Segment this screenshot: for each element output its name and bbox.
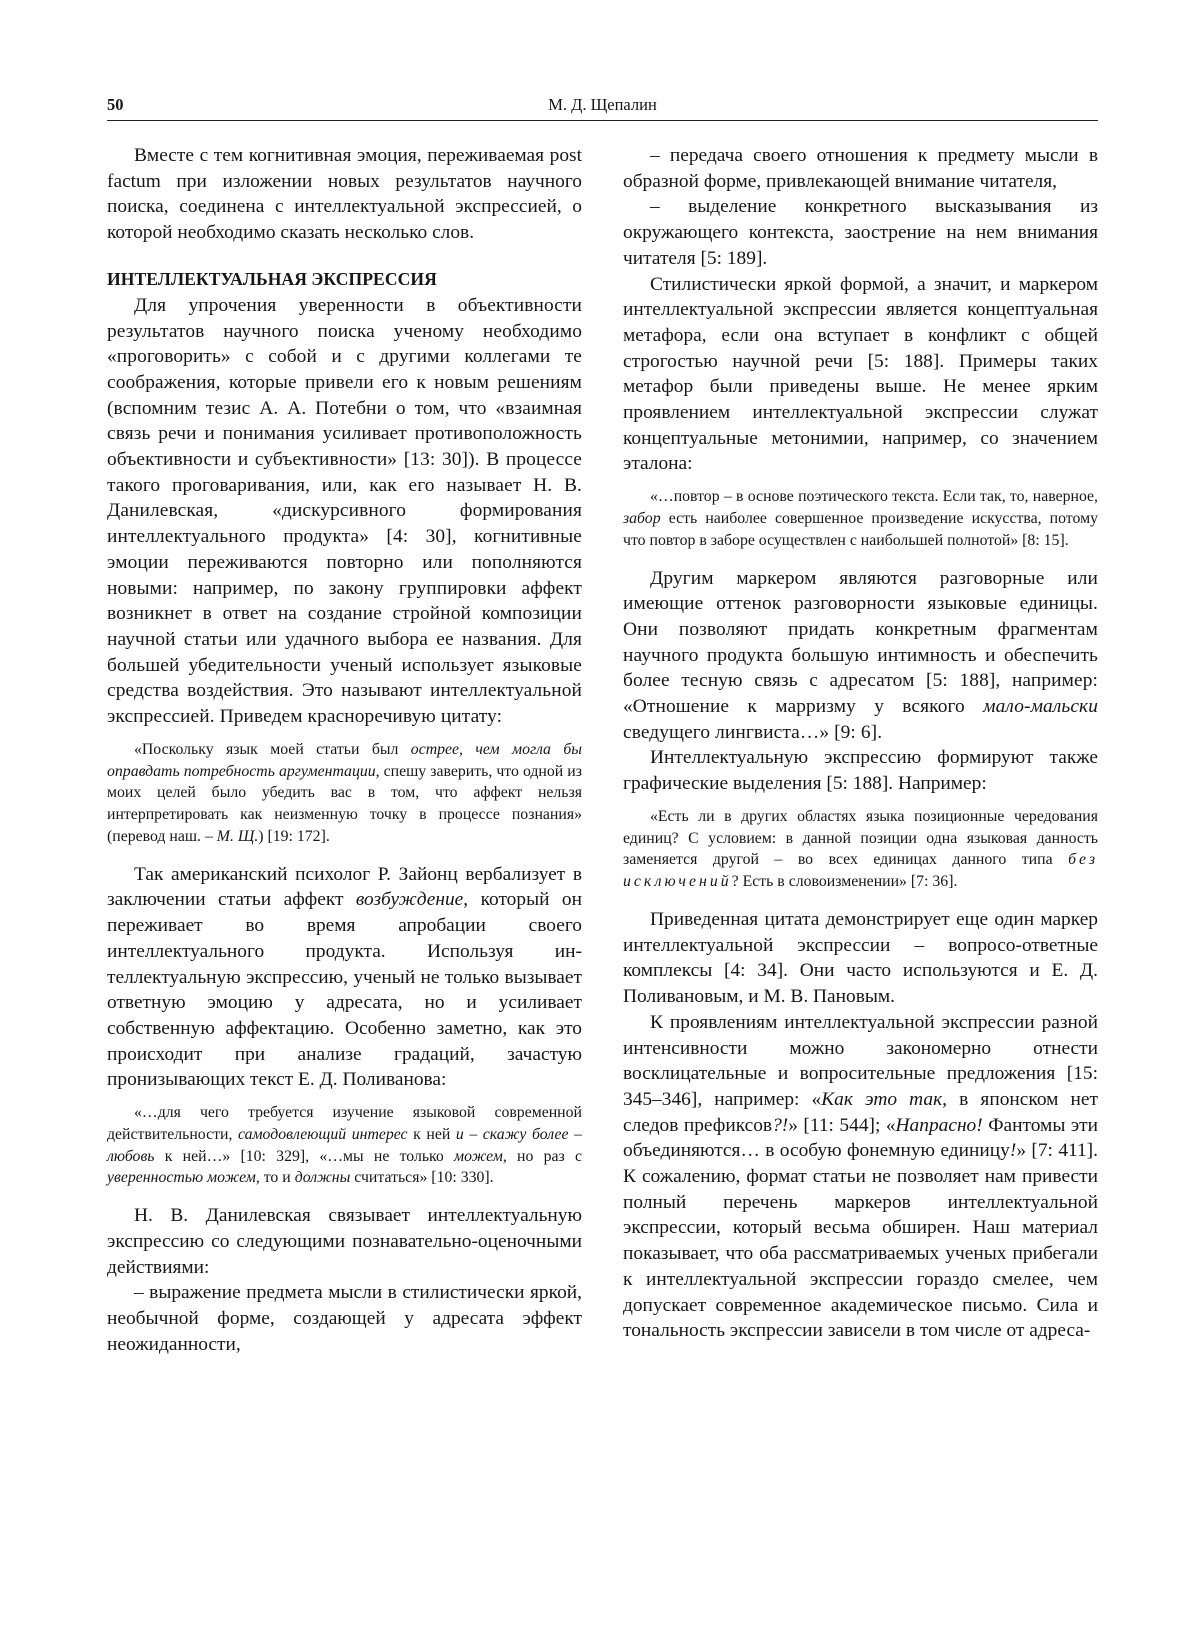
paragraph: К проявлениям интеллектуальной экспрессии разной интенсивности можно закономерно отнести восклицательные и вопросительные предложения [15: 345–346], например: «Как это так, в японском нет следов префиксов?!» [11: 544]; «Напрасно! Фантомы эти объединяются… в особую фонемную единицу!» [7: 411]. К сожалению, формат статьи не позволяет нам привести полный перечень маркеров интеллектуальной экспрессии, который весьма обширен. Наш материал показывает, что оба рассматриваемых ученых прибегали к интеллектуальной экспрессии гораздо смелее, чем допускает современное академическое письмо. Сила и тональность экспрессии зависели в том числе от адреса- — [623, 1011, 1099, 1342]
paragraph: Интеллектуальную экспрессию формируют также графические выделения [5: 188]. Например: — [623, 747, 1098, 795]
paragraph: Для упрочения уверенности в объективности результатов научного поиска ученому необходимо «проговорить» с собой и с другими коллегами те соображения, которые привели его к новым решениям (вспомним тезис А. А. Потебни о том, что «взаимная связь речи и понимания усиливает противоположность объективности и субъективности» [13: 30]). В процессе такого проговаривания, или, как его называет Н. В. Данилевская, «дискурсивного формирования интеллектуального продукта» [4: 30], когнитивные эмоции переживаются повторно или пополняются новыми: например, по закону группировки аффект возникнет в ответ на создание стройной композиции научной статьи или удачного выбора ее названия. Для большей убедительности ученый использует языковые средства воздействия. Это называют интеллектуальной экспрессией. Приведем красноречивую цитату: — [107, 294, 582, 728]
paragraph: Так американский психолог Р. Зайонц вербализует в заключении статьи аффект возбуждение, который он переживает во время апробации своего интеллектуального продукта. Используя интеллектуальную экспрессию, ученый не только вызывает ответную эмоцию у адресата, но и усиливает собственную аффектацию. Особенно заметно, как это происходит при анализе градаций, зачастую пронизывающих текст Е. Д. Поливанова: — [107, 863, 582, 1091]
paragraph: Н. В. Данилевская связывает интеллектуальную экспрессию со следующими познавательно-оценочными действиями: — [107, 1205, 582, 1278]
right-column — [623, 143, 1098, 1344]
list-item: – передача своего отношения к предмету мысли в образной форме, привлекающей внимание читателя, — [623, 145, 1098, 192]
block-quote: «…повтор – в основе поэтического текста. Если так, то, наверное, забор есть наиболее совершенное произведение искусства, потому что повтор в заборе осуществлен с наибольшей полнотой» [8: 15]. — [623, 488, 1098, 549]
left-column — [107, 143, 582, 1357]
list-item: – выражение предмета мысли в стилистически яркой, необычной форме, создающей у адресата эффект неожиданности, — [107, 1282, 582, 1355]
paragraph: Приведенная цитата демонстрирует еще один маркер интеллектуальной экспрессии – вопросо-ответные комплексы [4: 34]. Они часто используются и Е. Д. Поливановым, и М. В. Пановым. — [623, 909, 1098, 1008]
paragraph: Стилистически яркой формой, а значит, и маркером интеллектуальной экспрессии является концептуальная метафора, если она вступает в конфликт с общей строгостью научной речи [5: 188]. Примеры таких метафор были приведены выше. Не менее ярким проявлением интеллектуальной экспрессии служат концептуальные метонимии, например, со значением эталона: — [623, 273, 1098, 475]
running-header — [107, 92, 1098, 121]
section-heading: ИНТЕЛЛЕКТУАЛЬНАЯ ЭКСПРЕССИЯ — [107, 268, 437, 289]
block-quote: «Поскольку язык моей статьи был острее, чем могла бы оправдать потребность аргументации, спешу заверить, что одной из моих целей было убедить вас в том, что аффект нельзя интерпретировать как неизменную точку в процессе познания» (перевод наш. – М. Щ.) [19: 172]. — [107, 740, 582, 845]
block-quote: «Есть ли в других областях языка позиционные чередования единиц? С условием: в данной позиции одна языковая данность заменяется другой – во всех единицах данного типа без исключений? Есть в словоизменении» [7: 36]. — [623, 807, 1098, 891]
block-quote: «…для чего требуется изучение языковой современной действительности, самодовлеющий интерес к ней и – скажу более – любовь к ней…» [10: 329], «…мы не только можем, но раз с уверенностью можем, то и должны считаться» [10: 330]. — [107, 1104, 582, 1187]
list-item: – выделение конкретного высказывания из окружающего контекста, заострение на нем внимания читателя [5: 189]. — [623, 196, 1098, 269]
page-number: 50 — [107, 95, 124, 114]
paragraph: Другим маркером являются разговорные или имеющие оттенок разговорности языковые единицы. Они позволяют придать конкретным фрагментам научного продукта большую интимность и обеспечить более тесную связь с адресатом [5: 188], например: «Отношение к марризму у всякого мало-мальски сведущего лингвиста…» [9: 6]. — [623, 567, 1098, 743]
paragraph: Вместе с тем когнитивная эмоция, переживаемая post factum при изложении новых результатов научного поиска, соединена с интеллектуальной экспрессией, о которой необходимо сказать несколько слов. — [107, 145, 582, 244]
running-author: М. Д. Щепалин — [548, 95, 657, 114]
